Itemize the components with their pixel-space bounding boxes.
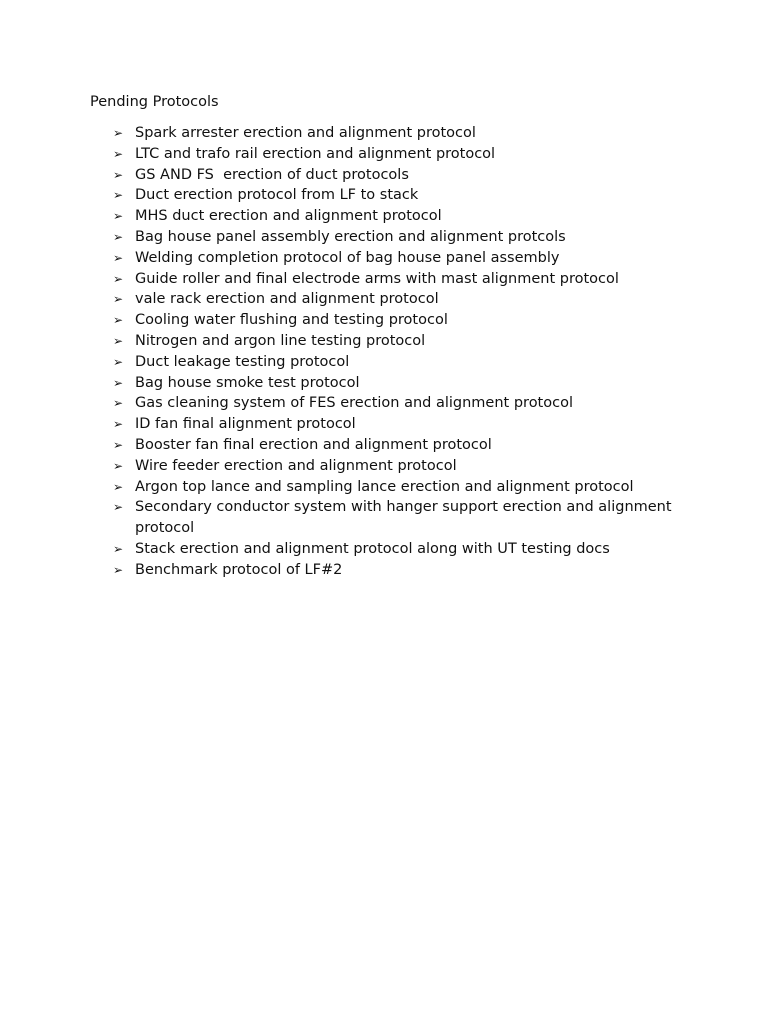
list-item-text: Duct leakage testing protocol bbox=[135, 353, 350, 370]
list-item-text: GS AND FS erection of duct protocols bbox=[135, 166, 409, 183]
list-item bbox=[113, 560, 673, 581]
arrowhead-bullet-icon: ➢ bbox=[113, 500, 124, 515]
arrowhead-bullet-icon: ➢ bbox=[113, 167, 124, 182]
list-item-text: ID fan final alignment protocol bbox=[135, 416, 356, 433]
list-item-text: Duct erection protocol from LF to stack bbox=[135, 187, 419, 204]
list-item bbox=[113, 539, 673, 560]
arrowhead-bullet-icon: ➢ bbox=[113, 188, 124, 203]
list-item bbox=[113, 393, 673, 414]
arrowhead-bullet-icon: ➢ bbox=[113, 209, 124, 224]
arrowhead-bullet-icon: ➢ bbox=[113, 541, 124, 556]
list-item bbox=[113, 248, 673, 269]
list-item bbox=[113, 144, 673, 165]
arrowhead-bullet-icon: ➢ bbox=[113, 229, 124, 244]
arrowhead-bullet-icon: ➢ bbox=[113, 271, 124, 286]
list-item bbox=[113, 497, 677, 539]
list-item bbox=[113, 310, 673, 331]
arrowhead-bullet-icon: ➢ bbox=[113, 458, 124, 473]
arrowhead-bullet-icon: ➢ bbox=[113, 354, 124, 369]
list-item-text: Spark arrester erection and alignment protocol bbox=[135, 125, 476, 141]
list-item bbox=[113, 206, 673, 227]
pending-protocols-list bbox=[113, 123, 677, 581]
list-item-text: Wire feeder erection and alignment protocol bbox=[135, 457, 457, 474]
list-item bbox=[113, 477, 673, 498]
list-item-text: Guide roller and final electrode arms with mast alignment protocol bbox=[135, 270, 619, 287]
list-item-text: Argon top lance and sampling lance erection and alignment protocol bbox=[135, 478, 634, 495]
list-item bbox=[113, 289, 673, 310]
arrowhead-bullet-icon: ➢ bbox=[113, 126, 124, 140]
arrowhead-bullet-icon: ➢ bbox=[113, 292, 124, 307]
arrowhead-bullet-icon: ➢ bbox=[113, 396, 124, 411]
arrowhead-bullet-icon: ➢ bbox=[113, 146, 124, 161]
arrowhead-bullet-icon: ➢ bbox=[113, 562, 124, 577]
list-item bbox=[113, 352, 673, 373]
list-item-text: MHS duct erection and alignment protocol bbox=[135, 208, 442, 225]
list-item-text: Welding completion protocol of bag house panel assembly bbox=[135, 249, 560, 266]
list-item bbox=[113, 331, 673, 352]
arrowhead-bullet-icon: ➢ bbox=[113, 417, 124, 432]
list-item bbox=[113, 123, 673, 144]
arrowhead-bullet-icon: ➢ bbox=[113, 333, 124, 348]
list-item bbox=[113, 435, 673, 456]
list-item-text: Bag house panel assembly erection and alignment protcols bbox=[135, 228, 566, 245]
list-item bbox=[113, 269, 673, 290]
list-item-text: Nitrogen and argon line testing protocol bbox=[135, 332, 426, 349]
list-item-text: Benchmark protocol of LF#2 bbox=[135, 561, 343, 578]
arrowhead-bullet-icon: ➢ bbox=[113, 479, 124, 494]
document-title: Pending Protocols bbox=[90, 94, 219, 110]
list-item bbox=[113, 227, 673, 248]
list-item bbox=[113, 456, 673, 477]
list-item-text: Booster fan final erection and alignment protocol bbox=[135, 436, 492, 453]
arrowhead-bullet-icon: ➢ bbox=[113, 250, 124, 265]
arrowhead-bullet-icon: ➢ bbox=[113, 375, 124, 390]
arrowhead-bullet-icon: ➢ bbox=[113, 437, 124, 452]
arrowhead-bullet-icon: ➢ bbox=[113, 313, 124, 328]
list-item bbox=[113, 373, 673, 394]
list-item-text: Gas cleaning system of FES erection and alignment protocol bbox=[135, 395, 573, 412]
list-item-text: LTC and trafo rail erection and alignment protocol bbox=[135, 145, 496, 162]
list-item-text: Cooling water flushing and testing protocol bbox=[135, 312, 448, 329]
list-item-text: Stack erection and alignment protocol along with UT testing docs bbox=[135, 540, 610, 557]
list-item-text: Secondary conductor system with hanger support erection and alignment protocol bbox=[135, 499, 677, 537]
list-item-text: Bag house smoke test protocol bbox=[135, 374, 360, 391]
list-item-text: vale rack erection and alignment protocol bbox=[135, 291, 439, 308]
list-item bbox=[113, 414, 673, 435]
list-item bbox=[113, 165, 673, 186]
list-item bbox=[113, 185, 673, 206]
